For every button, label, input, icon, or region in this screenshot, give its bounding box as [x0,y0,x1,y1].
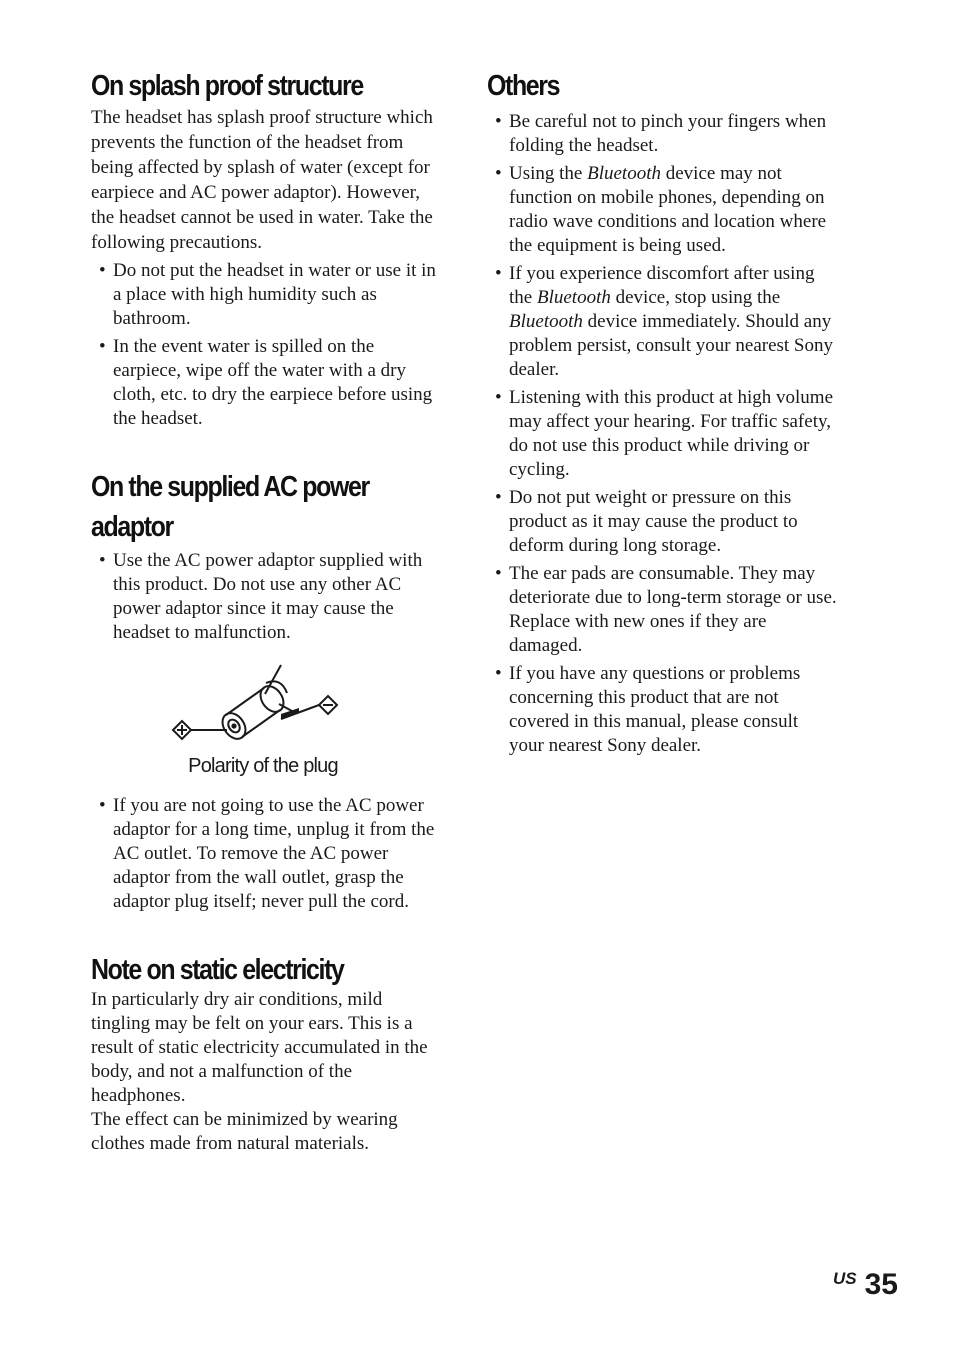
bullet-glyph: • [495,663,502,684]
list-item: • In the event water is spilled on the earpiece, wipe off the water with a dry cloth, etc. to dry the earpiece before using the headset. [99,336,433,429]
list-item: • Be careful not to pinch your fingers when folding the headset. [495,111,827,156]
bullet-glyph: • [495,111,502,132]
static-para-2: The effect can be minimized by wearing clothes made from natural materials. [91,1109,398,1154]
adaptor-bullets-2 [91,794,443,914]
list-item: • Listening with this product at high volume may affect your hearing. For traffic safety, do not use this product while driving or cycling. [495,387,834,480]
polarity-figure [91,663,443,778]
heading-static-electricity: Note on static electricity [91,954,344,986]
plug-polarity-icon [169,663,359,749]
bullet-glyph: • [495,263,502,284]
bullet-glyph: • [495,163,502,184]
list-item: • Do not put weight or pressure on this product as it may cause the product to deform during long storage. [495,487,798,556]
region-code: US [833,1269,857,1288]
section-others [487,66,837,758]
heading-ac-adaptor-line2: adaptor [91,511,173,543]
bullet-glyph: • [495,387,502,408]
list-item: • If you have any questions or problems concerning this product that are not covered in this manual, please consult your nearest Sony dealer. [495,663,801,756]
adaptor-bullets-1 [91,549,443,645]
list-item: • If you are not going to use the AC power adaptor for a long time, unplug it from the AC outlet. To remove the AC power adaptor from the wall outlet, grasp the adaptor plug itself; never pull the cord. [99,795,435,912]
section-static-electricity [91,950,443,1156]
bullet-glyph: • [99,550,106,571]
splash-intro: The headset has splash proof structure which prevents the function of the headset from being affected by splash of water (except for earpiece and AC power adaptor). However, the headset cannot be used in water. Take the following precautions. [91,107,433,253]
bullet-glyph: • [99,260,106,281]
page-number: 35 [864,1268,898,1301]
section-splash-proof [91,66,443,431]
static-para-1: In particularly dry air conditions, mild tingling may be felt on your ears. This is a result of static electricity accumulated in the body, and not a malfunction of the headphones. [91,989,428,1106]
section-ac-adaptor [91,467,443,914]
right-column [487,66,837,762]
bullet-glyph: • [99,795,106,816]
list-item: • Use the AC power adaptor supplied with this product. Do not use any other AC power adaptor since it may cause the headset to malfunction. [99,550,423,643]
bullet-glyph: • [99,336,106,357]
list-item: • Do not put the headset in water or use it in a place with high humidity such as bathroom. [99,260,436,329]
list-item: • The ear pads are consumable. They may deteriorate due to long-term storage or use. Replace with new ones if they are damaged. [495,563,837,656]
figure-caption: Polarity of the plug [188,755,338,777]
splash-bullets [91,259,443,431]
heading-splash-proof: On splash proof structure [91,70,363,102]
list-item: • If you experience discomfort after using the Bluetooth device, stop using the Bluetooth device immediately. Should any problem persist, consult your nearest Sony dealer. [495,263,834,380]
list-item: • Using the Bluetooth device may not function on mobile phones, depending on radio wave conditions and location where the equipment is being used. [495,163,827,256]
bullet-glyph: • [495,563,502,584]
page-footer [833,1268,898,1302]
left-column [91,66,443,1156]
bullet-glyph: • [495,487,502,508]
others-bullets [487,110,837,758]
heading-ac-adaptor-line1: On the supplied AC power [91,471,369,503]
heading-others: Others [487,70,560,102]
